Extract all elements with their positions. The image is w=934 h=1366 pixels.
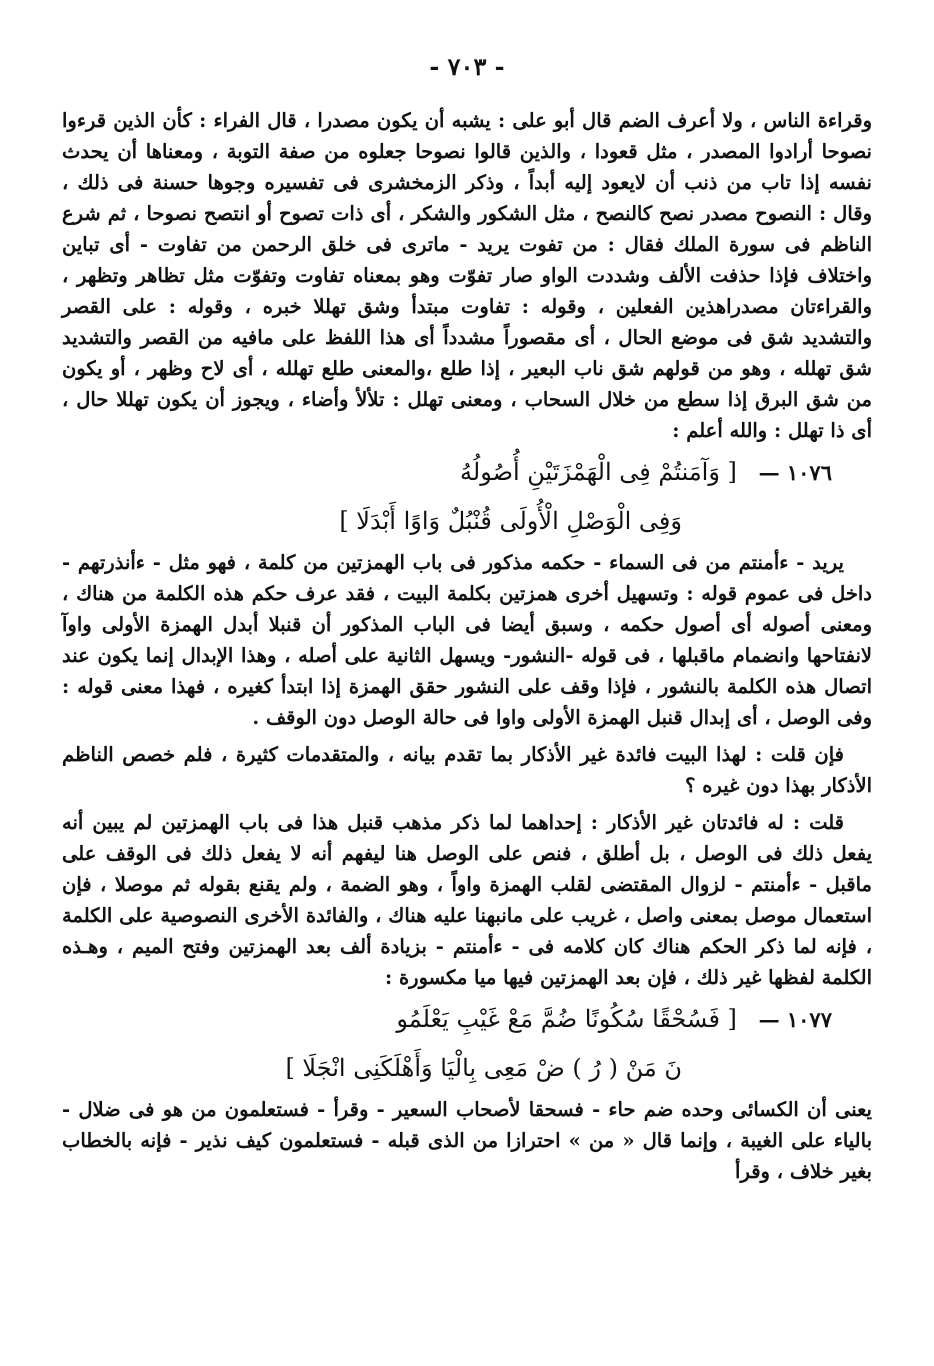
page-number: - ٧٠٣ - xyxy=(429,52,505,81)
verse-1077-line-2: نَ مَنْ ( رُ ) ضْ مَعِى بِالْيَا وَأَهْلَكَنِى انْجَلَا ] xyxy=(285,1054,682,1082)
verse-1076-line-2: وَفِى الْوَصْلِ الْأُولَى قُنْبُلٌ وَاوًا أَبْدَلَا ] xyxy=(339,507,682,535)
verse-number: ١٠٧٦ — xyxy=(758,460,832,485)
verse-1076-line-1 xyxy=(62,450,872,495)
paragraph-question: فإن قلت : لهذا البيت فائدة غير الأذكار بما تقدم بيانه ، والمتقدمات كثيرة ، فلم خصص الناظم الأذكار بهذا دون غيره ؟ xyxy=(62,743,872,797)
paragraph-commentary-1: وقراءة الناس ، ولا أعرف الضم قال أبو على : يشبه أن يكون مصدرا ، قال الفراء : كأن الذين قرءوا نصوحا أرادوا المصدر ، مثل قعودا ، والذين قالوا نصوحا جعلوه من صفة التوبة ، ومعناها أن يحدث نفسه إذا تاب من ذنب أن لايعود إليه أبداً ، وذكر الزمخشرى فى تفسيره وجوها حسنة فى ذلك ، وقال : النصوح مصدر نصح كالنصح ، مثل الشكور والشكر ، أى ذات تصوح أو انتصح نصوحا ، ثم شرع الناظم فى سورة الملك فقال : من تفوت يريد - ماترى فى خلق الرحمن من تفاوت - أى تباين واختلاف فإذا حذفت الألف وشددت الواو صار تفوّت وهو بمعناه تفاوت وتفوّت مثل تظاهر وتظهر ، والقراءتان مصدراهذين الفعلين ، وقوله : تفاوت مبتدأ وشق تهللا خبره ، وقوله : على القصر والتشديد شق فى موضع الحال ، أى مقصوراً مشدداً أى هذا اللفظ على مافيه من القصر والتشديد شق تهلله ، وهو من قولهم شق ناب البعير ، إذا طلع ،والمعنى طلع تهلله ، أى لاح وظهر ، أو يكون من شق البرق إذا سطع من خلال السحاب ، ومعنى تهلل : تلألأ وأضاء ، ويجوز أن يكون تهللا حال ، أى ذا تهلل : والله أعلم : xyxy=(62,109,872,442)
verse-number: ١٠٧٧ — xyxy=(758,1007,832,1032)
paragraph-commentary-3: يعنى أن الكسائى وحده ضم حاء - فسحقا لأصحاب السعير - وقرأ - فستعلمون من هو فى ضلال - بالياء على الغيبة ، وإنما قال « من » احترازا من الذى قبله - فستعلمون كيف نذير - فإنه بالخطاب بغير خلاف ، وقرأ xyxy=(62,1098,872,1183)
verse-text: [ وَآمَنتُمْ فِى الْهَمْزَتَيْنِ أُصُولُهُ xyxy=(460,458,737,486)
verse-text: [ فَسُحْقًا سُكُونًا ضُمَّ مَعْ غَيْبِ يَعْلَمُو xyxy=(396,1005,737,1033)
paragraph-commentary-2: يريد - ءأمنتم من فى السماء - حكمه مذكور فى باب الهمزتين من كلمة ، فهو مثل - ءأنذرتهم - داخل فى عموم قوله : وتسهيل أخرى همزتين بكلمة البيت ، فقد عرف حكم هذه الكلمة من هناك ، ومعنى أصوله أى أصول حكمه ، وسبق أيضا فى الباب المذكور أن قنبلا أبدل الهمزة الأولى واوآ لانفتاحها وانضمام ماقبلها ، فى قوله -النشور- ويسهل الثانية على أصله ، وهذا الإبدال إنما يكون عند اتصال هذه الكلمة بالنشور ، فإذا وقف على النشور حقق الهمزة إذا ابتدأ كغيره ، فهذا معنى قوله : وفى الوصل ، أى إبدال قنبل الهمزة الأولى واوا فى حالة الوصل دون الوقف . xyxy=(62,551,872,729)
paragraph-answer: قلت : له فائدتان غير الأذكار : إحداهما لما ذكر مذهب قنبل هذا فى باب الهمزتين لم يبين أنه يفعل ذلك فى الوصل ، بل أطلق ، فنص على الوصل هنا ليفهم أنه لا يفعل ذلك فى الوقف على ماقبل - ءأمنتم - لزوال المقتضى لقلب الهمزة واواً ، وهو الضمة ، ولم يقنع بقوله ثم موصلا ، فإن استعمال موصل بمعنى واصل ، غريب على مانبهنا عليه هناك ، والفائدة الأخرى النصوصية على الكلمة ، فإنه لما ذكر الحكم هناك كان كلامه فى - ءأمنتم - بزيادة ألف بعد الهمزتين وفتح الميم ، وهـذه الكلمة لفظها غير ذلك ، فإن بعد الهمزتين فيها ميا مكسورة : xyxy=(62,811,872,989)
verse-1077-line-1 xyxy=(62,997,872,1042)
